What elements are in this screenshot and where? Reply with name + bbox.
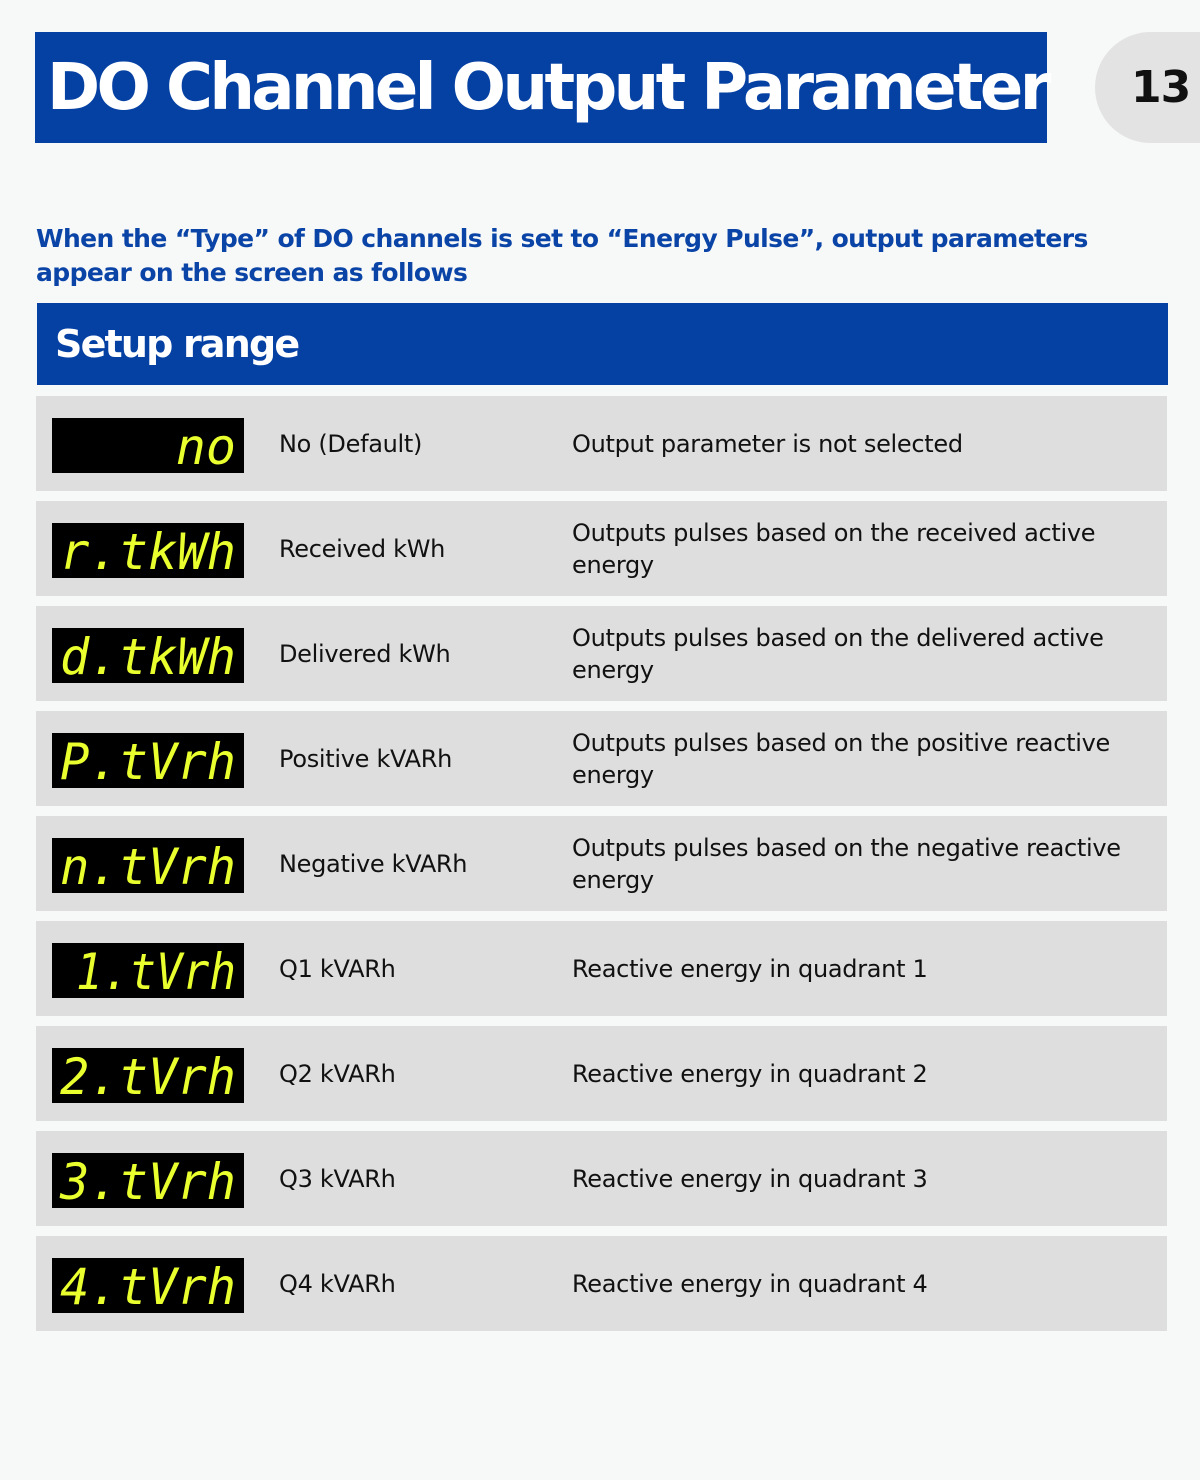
parameter-description: Outputs pulses based on the negative reactive energy: [572, 833, 1121, 894]
parameter-name: No (Default): [279, 429, 423, 458]
lcd-display: [52, 1048, 244, 1103]
page-number: 13: [1131, 62, 1191, 113]
table-row: [36, 1026, 1167, 1121]
lcd-display-text: P.tVrh: [60, 733, 236, 788]
lcd-display: [52, 1153, 244, 1208]
lcd-display: [52, 943, 244, 998]
parameter-name: Negative kVARh: [279, 849, 468, 878]
lcd-display: [52, 838, 244, 893]
lcd-display-text: 4.tVrh: [60, 1258, 236, 1313]
table-row: [36, 711, 1167, 806]
lcd-display-text: 3.tVrh: [59, 1153, 236, 1208]
title-bar: [35, 32, 1047, 143]
lcd-display: [52, 628, 244, 683]
table-row: [36, 606, 1167, 701]
table-row: [36, 501, 1167, 596]
table-row: [36, 921, 1167, 1016]
parameter-description: Output parameter is not selected: [572, 429, 963, 458]
lcd-display: [52, 733, 244, 788]
parameter-name: Q4 kVARh: [279, 1269, 396, 1298]
page-title: DO Channel Output Parameter: [47, 50, 1048, 125]
section-header: [37, 303, 1168, 385]
parameter-description: Reactive energy in quadrant 3: [572, 1164, 928, 1193]
parameter-description: Reactive energy in quadrant 2: [572, 1059, 928, 1088]
lcd-display: [52, 523, 244, 578]
intro-text: When the “Type” of DO channels is set to “Energy Pulse”, output parameters appear on the screen as follows: [36, 224, 1088, 287]
lcd-display-text: n.tVrh: [60, 838, 236, 893]
page-number-tab: [1095, 32, 1200, 143]
lcd-display-text: d.tkWh: [60, 628, 236, 683]
parameter-name: Received kWh: [279, 534, 446, 563]
lcd-display-text: r.tkWh: [60, 523, 236, 578]
section-title: Setup range: [55, 322, 299, 366]
parameter-name: Delivered kWh: [279, 639, 451, 668]
parameter-description: Reactive energy in quadrant 1: [572, 954, 928, 983]
parameter-description: Reactive energy in quadrant 4: [572, 1269, 928, 1298]
table-row: [36, 816, 1167, 911]
parameter-description: Outputs pulses based on the delivered active energy: [572, 623, 1104, 684]
lcd-display-text: no: [175, 418, 236, 473]
table-row: [36, 1236, 1167, 1331]
parameter-name: Q2 kVARh: [279, 1059, 396, 1088]
lcd-display-text: 2.tVrh: [60, 1048, 236, 1103]
parameter-name: Q3 kVARh: [279, 1164, 396, 1193]
lcd-display: [52, 1258, 244, 1313]
lcd-display: [52, 418, 244, 473]
parameter-name: Q1 kVARh: [279, 954, 396, 983]
table-row: [36, 396, 1167, 491]
parameter-name: Positive kVARh: [279, 744, 453, 773]
lcd-display-text: 1.tVrh: [76, 943, 236, 998]
parameter-description: Outputs pulses based on the positive reactive energy: [572, 728, 1110, 789]
table-row: [36, 1131, 1167, 1226]
parameter-description: Outputs pulses based on the received active energy: [572, 518, 1096, 579]
